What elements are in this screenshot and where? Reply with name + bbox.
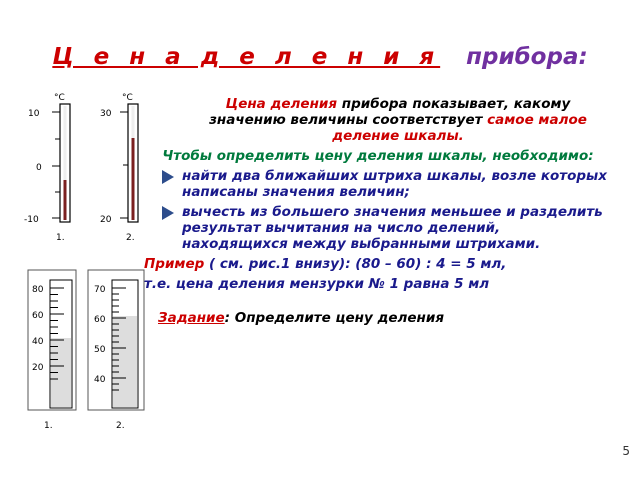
page-number: 5 <box>622 444 630 458</box>
procedure-step-1 <box>148 168 608 200</box>
definition-term: Цена деления <box>225 96 338 112</box>
c2-tick-60: 60 <box>94 315 106 325</box>
conclusion-line: т.е. цена деления мензурки № 1 равна 5 мл <box>144 276 490 292</box>
bullet-arrow-icon <box>162 206 174 220</box>
procedure-intro: Чтобы определить цену деления шкалы, необходимо: <box>162 148 594 164</box>
task-line <box>158 310 608 326</box>
c1-tick-80: 80 <box>32 285 44 295</box>
thermometer-1-label: 1. <box>56 233 65 243</box>
t2-tick-30: 30 <box>100 109 112 119</box>
example-label: Пример <box>144 256 205 272</box>
definition-paragraph <box>148 96 608 144</box>
procedure-step-2-text: вычесть из большего значения меньшее и разделить результат вычитания на число делений, находящихся между выбранными штрихами. <box>182 204 603 252</box>
t1-tick-0: 0 <box>36 163 42 173</box>
t1-tick-minus10: -10 <box>24 215 39 225</box>
example-line <box>144 256 608 272</box>
measuring-cylinder-1 <box>28 270 76 431</box>
thermometer-2-unit: °C <box>122 93 133 103</box>
c2-tick-40: 40 <box>94 375 106 385</box>
cylinder-2-label: 2. <box>116 421 125 431</box>
title-part1: Ц е н а д е л е н и я <box>52 44 441 70</box>
thermometer-1-unit: °C <box>54 93 65 103</box>
c1-tick-60: 60 <box>32 311 44 321</box>
t2-tick-20: 20 <box>100 215 112 225</box>
slide-title <box>0 44 640 70</box>
measuring-cylinder-2 <box>88 270 144 431</box>
c2-tick-70: 70 <box>94 285 106 295</box>
definition-text: прибора показывает, какому значению величины соответствует <box>209 96 571 128</box>
c1-tick-20: 20 <box>32 363 44 373</box>
task-label: Задание <box>158 310 225 326</box>
definition-highlight: самое малое деление шкалы. <box>332 112 587 144</box>
example-text: ( см. рис.1 внизу): (80 – 60) : 4 = 5 мл, <box>204 256 507 272</box>
instrument-figures <box>20 90 150 440</box>
thermometer-2-label: 2. <box>126 233 135 243</box>
bullet-arrow-icon <box>162 170 174 184</box>
t1-tick-10: 10 <box>28 109 40 119</box>
procedure-step-2 <box>148 204 608 252</box>
task-text: : Определите цену деления <box>224 310 445 326</box>
thermometer-1 <box>24 93 70 243</box>
cylinder-1-label: 1. <box>44 421 53 431</box>
procedure-step-1-text: найти два ближайших штриха шкалы, возле которых написаны значения величин; <box>182 168 607 200</box>
slide-body <box>144 96 608 326</box>
title-part2: прибора: <box>466 44 588 70</box>
c2-tick-50: 50 <box>94 345 106 355</box>
c1-tick-40: 40 <box>32 337 44 347</box>
thermometer-2 <box>100 93 138 243</box>
